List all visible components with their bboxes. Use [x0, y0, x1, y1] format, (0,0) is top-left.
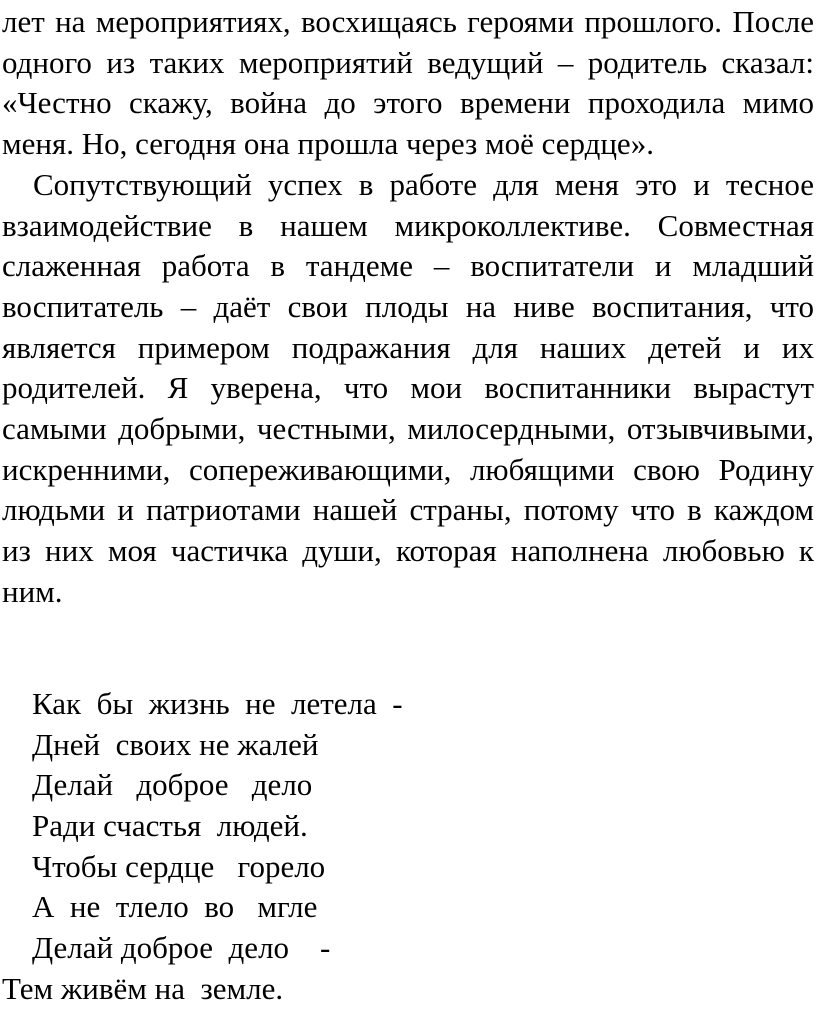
- poem-line: Дней своих не жалей: [32, 726, 319, 762]
- poem-line: Делай доброе дело -: [32, 930, 331, 966]
- poem-line: Тем живём на земле.: [2, 970, 284, 1006]
- poem: [0, 684, 600, 1010]
- poem-line: Чтобы сердце горело: [32, 848, 326, 884]
- poem-line: Делай доброе дело: [32, 767, 313, 803]
- poem-line: А не тлело во мгле: [32, 889, 318, 925]
- paragraph-teamwork: Сопутствующий успех в работе для меня это и тесное взаимодействие в нашем микроколлективе. Совместная слаженная работа в тандеме – воспитатели и младший воспитатель – даёт свои плоды на ниве воспитания, что является примером подражания для наших детей и их родителей. Я уверена, что мои воспитанники вырастут самыми добрыми, честными, милосердными, отзывчивыми, искренними, сопереживающими, любящими свою Родину людьми и патриотами нашей страны, потому что в каждом из них моя частичка души, которая наполнена любовью к ним.: [2, 166, 814, 609]
- document-body: [2, 2, 814, 613]
- poem-line: Ради счастья людей.: [32, 808, 308, 844]
- paragraph-continued: лет на мероприятиях, восхищаясь героями прошлого. После одного из таких мероприятий ведущий – родитель сказал: «Честно скажу, война до этого времени проходила мимо меня. Но, сегодня она прошла через моё сердце».: [2, 4, 814, 162]
- poem-line: Как бы жизнь не летела -: [32, 686, 403, 721]
